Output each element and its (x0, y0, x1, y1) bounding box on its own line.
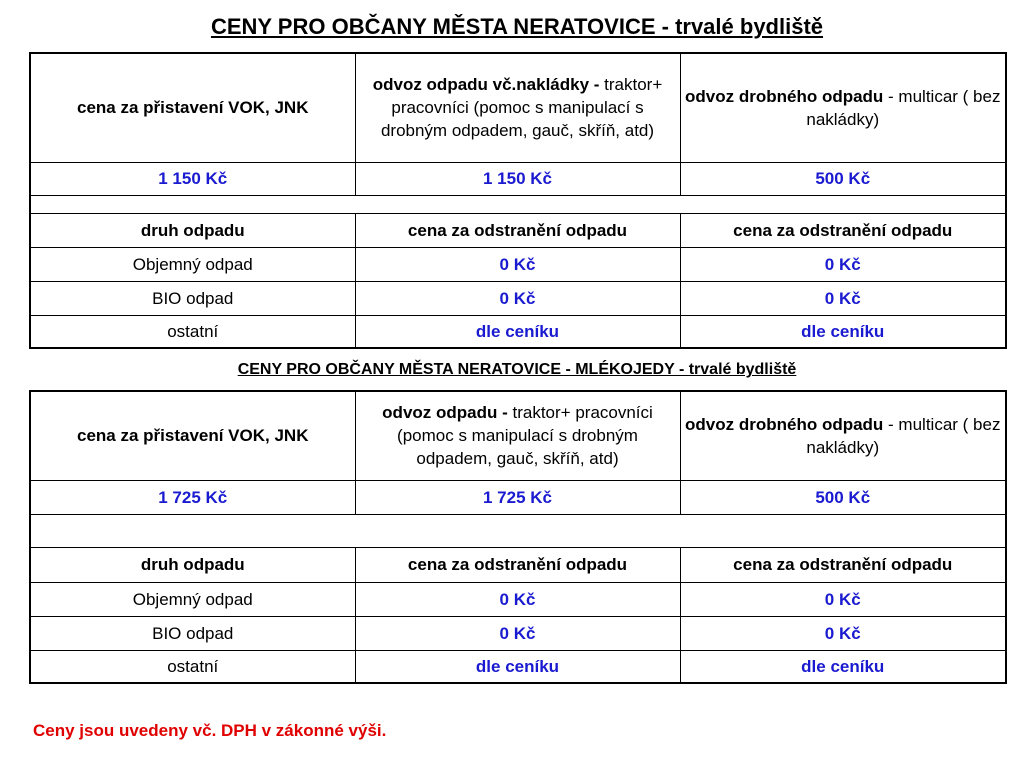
waste-header-row (30, 213, 1006, 247)
vat-note: Ceny jsou uvedeny vč. DPH v zákonné výši. (33, 721, 387, 740)
waste-type: ostatní (30, 315, 355, 348)
table-row (30, 616, 1006, 650)
disposal-price: 0 Kč (680, 616, 1006, 650)
spacer-cell (680, 514, 1006, 547)
disposal-price: 0 Kč (680, 582, 1006, 616)
waste-type: BIO odpad (30, 616, 355, 650)
waste-type: BIO odpad (30, 281, 355, 315)
disposal-price: dle ceníku (355, 650, 680, 683)
header-collection-bold: odvoz odpadu vč.nakládky - (372, 75, 605, 95)
table-row (30, 247, 1006, 281)
table-row (30, 650, 1006, 683)
header-collection-detail: traktor+ pracovníci (pomoc s manipulací s drobným odpadem, gauč, skříň, atd) (397, 403, 653, 469)
spacer-cell (355, 195, 680, 213)
service-price-row (30, 162, 1006, 195)
price-collection: 1 150 Kč (355, 162, 680, 195)
disposal-price: 0 Kč (355, 616, 680, 650)
spacer-cell (30, 195, 355, 213)
disposal-price: 0 Kč (355, 247, 680, 281)
spacer-row (30, 195, 1006, 213)
service-price-row (30, 480, 1006, 514)
disposal-price-header: cena za odstranění odpadu (680, 213, 1006, 247)
header-collection-detail: traktor+ pracovníci (pomoc s manipulací s drobným odpadem, gauč, skříň, atd) (380, 75, 663, 141)
disposal-price: 0 Kč (680, 247, 1006, 281)
price-small-waste: 500 Kč (680, 162, 1006, 195)
header-collection-with-loading (355, 53, 680, 162)
waste-type: ostatní (30, 650, 355, 683)
price-collection: 1 725 Kč (355, 480, 680, 514)
spacer-cell (680, 195, 1006, 213)
header-small-waste-detail: - multicar ( bez nakládky) (806, 414, 1001, 457)
header-small-waste-bold: odvoz drobného odpadu (685, 86, 884, 106)
price-delivery: 1 725 Kč (30, 480, 355, 514)
price-table-neratovice (29, 52, 1007, 349)
waste-type: Objemný odpad (30, 582, 355, 616)
disposal-price: 0 Kč (680, 281, 1006, 315)
disposal-price-header: cena za odstranění odpadu (680, 547, 1006, 582)
header-small-waste-bold: odvoz drobného odpadu (685, 414, 884, 434)
header-small-waste-collection (680, 391, 1006, 480)
header-small-waste-detail: - multicar ( bez nakládky) (806, 86, 1001, 129)
disposal-price: dle ceníku (355, 315, 680, 348)
spacer-row (30, 514, 1006, 547)
disposal-price: dle ceníku (680, 315, 1006, 348)
header-collection-bold: odvoz odpadu - (382, 403, 513, 423)
disposal-price: 0 Kč (355, 582, 680, 616)
disposal-price: dle ceníku (680, 650, 1006, 683)
waste-type: Objemný odpad (30, 247, 355, 281)
waste-type-header: druh odpadu (30, 213, 355, 247)
header-collection (355, 391, 680, 480)
header-delivery-container: cena za přistavení VOK, JNK (30, 391, 355, 480)
spacer-cell (30, 514, 355, 547)
disposal-price: 0 Kč (355, 281, 680, 315)
table-row (30, 281, 1006, 315)
table-row (30, 315, 1006, 348)
disposal-price-header: cena za odstranění odpadu (355, 213, 680, 247)
section1-title: CENY PRO OBČANY MĚSTA NERATOVICE - trvalé bydliště (210, 14, 824, 39)
price-delivery: 1 150 Kč (30, 162, 355, 195)
price-table-mlekojedy (29, 390, 1007, 684)
service-header-row (30, 391, 1006, 480)
disposal-price-header: cena za odstranění odpadu (355, 547, 680, 582)
service-header-row (30, 53, 1006, 162)
section2-title: CENY PRO OBČANY MĚSTA NERATOVICE - MLÉKOJEDY - trvalé bydliště (237, 361, 797, 378)
header-delivery-container: cena za přistavení VOK, JNK (30, 53, 355, 162)
spacer-cell (355, 514, 680, 547)
waste-type-header: druh odpadu (30, 547, 355, 582)
price-small-waste: 500 Kč (680, 480, 1006, 514)
table-row (30, 582, 1006, 616)
header-small-waste-collection (680, 53, 1006, 162)
waste-header-row (30, 547, 1006, 582)
